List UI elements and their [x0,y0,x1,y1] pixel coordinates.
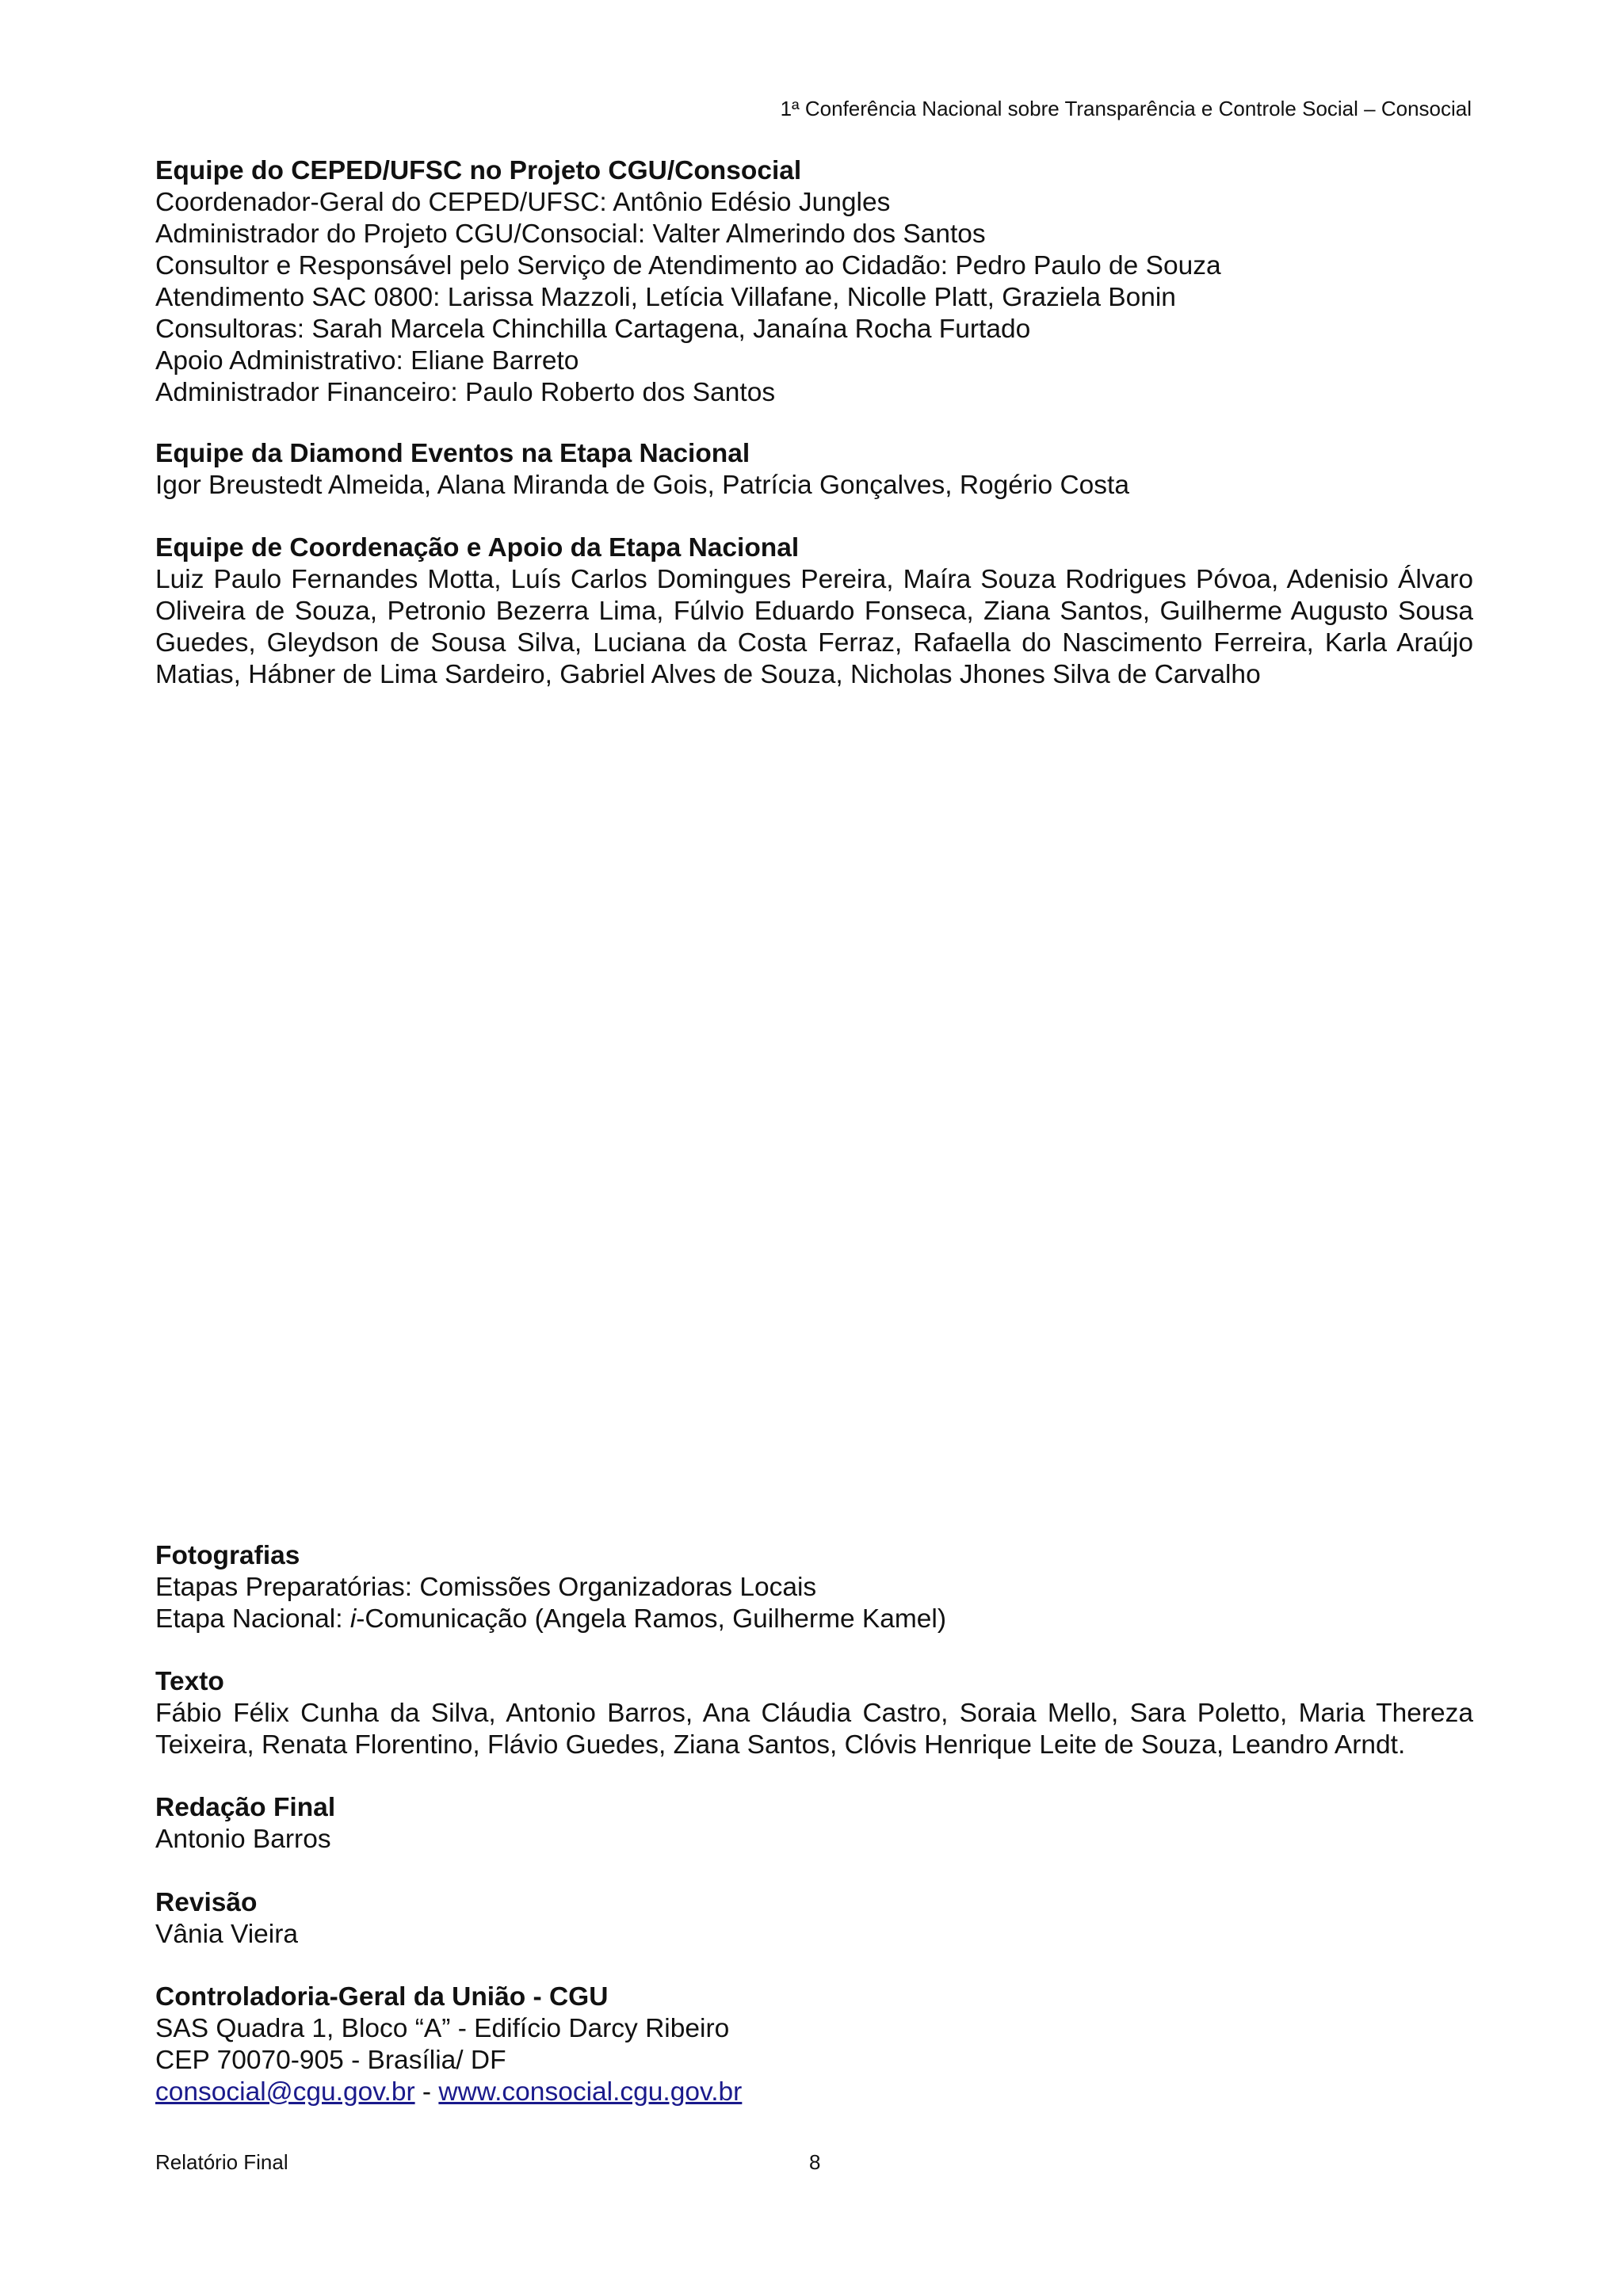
footer-document-title: Relatório Final [155,2150,288,2174]
diamond-team-heading: Equipe da Diamond Eventos na Etapa Nacional [155,439,750,468]
ceped-line: Coordenador-Geral do CEPED/UFSC: Antônio Edésio Jungles [155,188,891,217]
photography-prefix: Etapa Nacional: [155,1604,350,1634]
photography-line-national [155,1604,1473,1635]
final-editing-section [155,1792,1473,1855]
final-editing-name: Antonio Barros [155,1825,331,1854]
diamond-team-members: Igor Breustedt Almeida, Alana Miranda de Gois, Patrícia Gonçalves, Rogério Costa [155,471,1129,500]
ceped-line: Consultoras: Sarah Marcela Chinchilla Cartagena, Janaína Rocha Furtado [155,315,1031,344]
final-editing-heading: Redação Final [155,1793,336,1822]
ceped-line: Atendimento SAC 0800: Larissa Mazzoli, Letícia Villafane, Nicolle Platt, Graziela Bonin [155,283,1176,312]
cgu-address: SAS Quadra 1, Bloco “A” - Edifício Darcy Ribeiro [155,2014,730,2043]
email-link[interactable]: consocial@cgu.gov.br [155,2077,415,2107]
review-section [155,1887,1473,1951]
ceped-team-heading: Equipe do CEPED/UFSC no Projeto CGU/Consocial [155,156,802,185]
coordination-team-members: Luiz Paulo Fernandes Motta, Luís Carlos Domingues Pereira, Maíra Souza Rodrigues Póvoa, Adenisio Álvaro Oliveira de Souza, Petronio Bezerra Lima, Fúlvio Eduardo Fonseca, Ziana Santos, Guilherme Augusto Sousa Guedes, Gleydson de Sousa Silva, Luciana da Costa Ferraz, Rafaella do Nascimento Ferreira, Karla Araújo Matias, Hábner de Lima Sardeiro, Gabriel Alves de Souza, Nicholas Jhones Silva de Carvalho [155,565,1473,689]
ceped-line: Apoio Administrativo: Eliane Barreto [155,346,579,376]
website-link[interactable]: www.consocial.cgu.gov.br [438,2077,743,2107]
text-credits-section [155,1666,1473,1761]
text-credits-authors: Fábio Félix Cunha da Silva, Antonio Barros, Ana Cláudia Castro, Soraia Mello, Sara Poletto, Maria Thereza Teixeira, Renata Florentino, Flávio Guedes, Ziana Santos, Clóvis Henrique Leite de Souza, Leandro Arndt. [155,1699,1473,1760]
photography-heading: Fotografias [155,1541,300,1570]
ceped-line: Consultor e Responsável pelo Serviço de Atendimento ao Cidadão: Pedro Paulo de Souza [155,251,1221,280]
text-credits-heading: Texto [155,1667,224,1696]
running-header: 1ª Conferência Nacional sobre Transparência e Controle Social – Consocial [780,97,1472,120]
cgu-contact-section [155,1981,1473,2108]
ceped-team-section [155,155,1473,409]
coordination-team-heading: Equipe de Coordenação e Apoio da Etapa Nacional [155,533,800,563]
review-name: Vânia Vieira [155,1920,299,1949]
page-number: 8 [809,2150,821,2174]
photography-italic-i: i [349,1604,357,1634]
coordination-team-section [155,532,1473,691]
photography-suffix: -Comunicação (Angela Ramos, Guilherme Kamel) [356,1604,947,1634]
cgu-postal-code: CEP 70070-905 - Brasília/ DF [155,2046,506,2075]
review-heading: Revisão [155,1888,258,1917]
cgu-heading: Controladoria-Geral da União - CGU [155,1982,609,2012]
photography-section [155,1540,1473,1635]
cgu-contact-links [155,2077,1473,2108]
diamond-team-section [155,438,1473,502]
ceped-line: Administrador do Projeto CGU/Consocial: Valter Almerindo dos Santos [155,219,986,249]
link-separator: - [414,2077,439,2107]
photography-line: Etapas Preparatórias: Comissões Organizadoras Locais [155,1573,817,1602]
ceped-line: Administrador Financeiro: Paulo Roberto dos Santos [155,378,776,407]
